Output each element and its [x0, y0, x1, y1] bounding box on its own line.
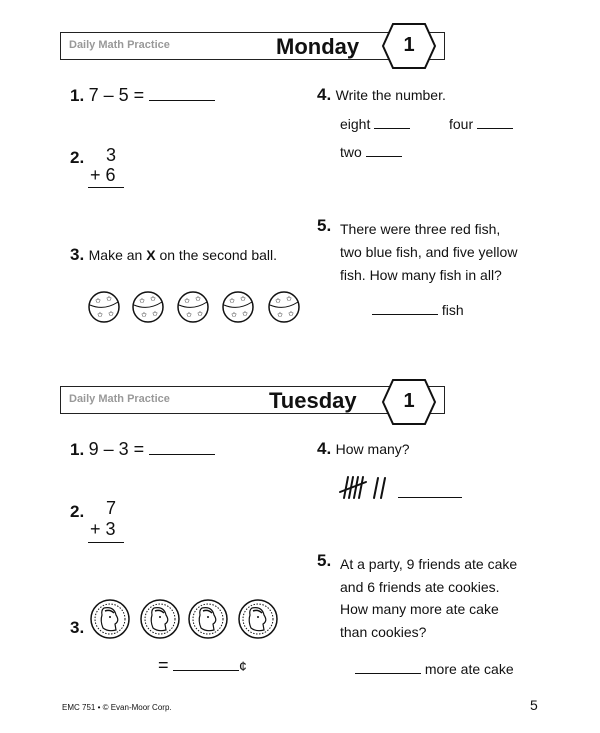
svg-text:✩: ✩: [277, 312, 283, 319]
question-1: [70, 438, 215, 460]
svg-text:✩: ✩: [242, 311, 248, 318]
question-text: Make an: [88, 247, 147, 263]
question-1: [70, 84, 215, 106]
question-text-end: on the second ball.: [155, 247, 277, 263]
x-mark-text: X: [146, 247, 156, 263]
question-number: 5.: [317, 551, 332, 570]
question-number: 3.: [70, 245, 85, 264]
svg-text:✩: ✩: [184, 298, 190, 305]
number-word-two: [340, 144, 402, 160]
question-4: [317, 85, 446, 105]
answer-unit: fish: [441, 302, 464, 318]
equation: 9 – 3 =: [88, 439, 145, 459]
footer-credit: EMC 751 • © Evan-Moor Corp.: [62, 703, 172, 712]
answer-line[interactable]: [366, 144, 402, 157]
word-problem: [340, 553, 517, 643]
ball-1[interactable]: [89, 292, 119, 322]
svg-text:✩: ✩: [288, 311, 294, 318]
problem-line-2: and 6 friends ate cookies.: [340, 578, 500, 595]
svg-text:✩: ✩: [141, 312, 147, 319]
svg-text:✩: ✩: [286, 296, 292, 303]
question-number: 3.: [70, 618, 85, 637]
banner-label: Daily Math Practice: [69, 393, 170, 405]
ball-4[interactable]: [223, 292, 253, 322]
question-number: 4.: [317, 85, 332, 104]
svg-text:✩: ✩: [108, 311, 114, 318]
svg-text:✩: ✩: [229, 298, 235, 305]
problem-line-1: There were three red fish,: [340, 221, 501, 237]
question-number: 4.: [317, 439, 332, 458]
svg-text:✩: ✩: [197, 311, 203, 318]
number-word-eight: [340, 116, 410, 132]
day-title: Monday: [276, 34, 360, 59]
word-label: eight: [340, 116, 371, 132]
answer-line[interactable]: [173, 656, 239, 671]
addend-bottom: + 3: [90, 519, 116, 539]
svg-text:✩: ✩: [275, 298, 281, 305]
ball-2[interactable]: [133, 292, 163, 322]
equals-sign: =: [158, 655, 169, 675]
svg-text:✩: ✩: [97, 312, 103, 319]
question-3: [70, 245, 277, 265]
svg-text:✩: ✩: [106, 296, 112, 303]
question-4: [317, 439, 410, 459]
svg-text:✩: ✩: [240, 296, 246, 303]
coins-row: [90, 598, 280, 640]
question-number: 5.: [317, 216, 332, 235]
svg-text:✩: ✩: [186, 312, 192, 319]
svg-text:✩: ✩: [95, 298, 101, 305]
question-text: How many?: [335, 441, 410, 457]
problem-line-3: fish. How many fish in all?: [340, 267, 502, 283]
cake-answer: [355, 661, 514, 677]
problem-line-3: How many more ate cake: [340, 601, 499, 617]
word-label: four: [449, 116, 474, 132]
word-label: two: [340, 144, 362, 160]
answer-line[interactable]: [398, 497, 462, 498]
question-number: 2.: [70, 502, 85, 521]
answer-line[interactable]: [372, 302, 438, 315]
page-number: 5: [530, 697, 538, 713]
balls-row: [88, 288, 308, 328]
week-number: 1: [403, 390, 415, 412]
answer-line[interactable]: [374, 116, 410, 129]
answer-line[interactable]: [477, 116, 513, 129]
question-text: Write the number.: [335, 87, 446, 103]
svg-text:✩: ✩: [195, 296, 201, 303]
nickel-coin-icon: [91, 600, 129, 638]
fish-answer: [372, 302, 464, 318]
question-number: 1.: [70, 86, 85, 105]
addend-top: 3: [106, 145, 117, 165]
addend-top: 7: [106, 498, 117, 518]
word-problem: [340, 218, 517, 287]
svg-text:✩: ✩: [139, 298, 145, 305]
problem-line-4: than cookies?: [340, 623, 427, 640]
question-number: 2.: [70, 148, 85, 167]
problem-line-2: two blue fish, and five yellow: [340, 244, 518, 260]
sum-line: [88, 187, 124, 188]
cents-sign: ¢: [238, 658, 247, 674]
day-title: Tuesday: [269, 388, 357, 413]
sum-line: [88, 542, 124, 543]
ball-3[interactable]: [178, 292, 208, 322]
week-number: 1: [403, 34, 415, 56]
answer-line[interactable]: [149, 438, 215, 455]
nickel-coin-icon: [189, 600, 227, 638]
svg-text:✩: ✩: [150, 296, 156, 303]
ball-5[interactable]: [269, 292, 299, 322]
nickel-coin-icon: [239, 600, 277, 638]
svg-text:✩: ✩: [152, 311, 158, 318]
answer-line[interactable]: [355, 661, 421, 674]
answer-line[interactable]: [149, 84, 215, 101]
coin-total-answer: [158, 655, 247, 676]
nickel-coin-icon: [141, 600, 179, 638]
number-word-four: [449, 116, 513, 132]
banner-label: Daily Math Practice: [69, 39, 170, 51]
problem-line-1: At a party, 9 friends ate cake: [340, 556, 518, 572]
tally-marks-icon: [338, 474, 394, 502]
svg-text:✩: ✩: [231, 312, 237, 319]
addend-bottom: + 6: [90, 165, 116, 185]
question-number: 1.: [70, 440, 85, 459]
answer-suffix: more ate cake: [424, 661, 514, 677]
equation: 7 – 5 =: [88, 85, 145, 105]
